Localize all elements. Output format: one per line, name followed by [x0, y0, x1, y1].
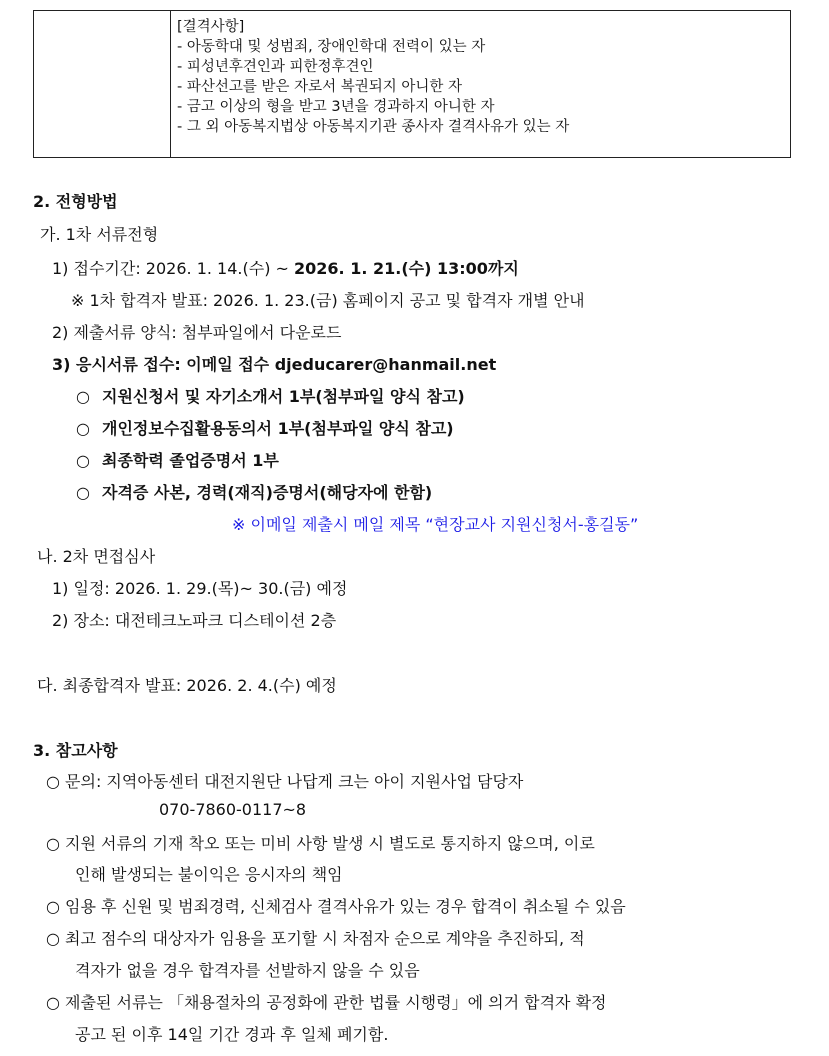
first-round-announcement: ※ 1차 합격자 발표: 2026. 1. 23.(금) 홈페이지 공고 및 합격자 개별 안내 — [71, 291, 585, 310]
table-label-cell — [34, 11, 171, 157]
list-item: ○ 지원신청서 및 자기소개서 1부(첨부파일 양식 참고) — [76, 387, 465, 406]
final-announcement: 다. 최종합격자 발표: 2026. 2. 4.(수) 예정 — [37, 676, 337, 695]
list-item: ○ 임용 후 신원 및 범죄경력, 신체검사 결격사유가 있는 경우 합격이 취소될 수 있음 — [46, 897, 626, 916]
table-header: [결격사항] — [177, 19, 245, 35]
section-title: 3. 참고사항 — [33, 741, 118, 760]
list-item: - 그 외 아동복지법상 아동복지기관 종사자 결격사유가 있는 자 — [177, 119, 570, 135]
list-item: - 아동학대 및 성범죄, 장애인학대 전력이 있는 자 — [177, 39, 486, 55]
list-item: ○ 제출된 서류는 「채용절차의 공정화에 관한 법률 시행령」에 의거 합격자 확정 — [46, 993, 607, 1012]
table-content-cell — [171, 11, 569, 157]
list-item: ○ 지원 서류의 기재 착오 또는 미비 사항 발생 시 별도로 통지하지 않으며, 이로 — [46, 834, 595, 853]
list-item-continued: 인해 발생되는 불이익은 응시자의 책임 — [75, 865, 343, 884]
disqualification-table — [33, 10, 791, 158]
email-subject-note: ※ 이메일 제출시 메일 제목 “현장교사 지원신청서-홍길동” — [232, 515, 639, 534]
list-item: - 금고 이상의 형을 받고 3년을 경과하지 아니한 자 — [177, 99, 495, 115]
list-item: - 피성년후견인과 피한정후견인 — [177, 59, 374, 75]
phone-number: 070-7860-0117~8 — [159, 800, 307, 819]
submission-email: 3) 응시서류 접수: 이메일 접수 djeducarer@hanmail.net — [52, 355, 497, 374]
second-round-heading: 나. 2차 면접심사 — [37, 547, 156, 566]
interview-schedule: 1) 일정: 2026. 1. 29.(목)~ 30.(금) 예정 — [52, 579, 348, 598]
first-round-heading: 가. 1차 서류전형 — [40, 225, 159, 244]
interview-place: 2) 장소: 대전테크노파크 디스테이션 2층 — [52, 611, 337, 630]
inquiry-line: ○ 문의: 지역아동센터 대전지원단 나답게 크는 아이 지원사업 담당자 — [46, 772, 524, 791]
section-title: 2. 전형방법 — [33, 192, 118, 211]
list-item: ○ 자격증 사본, 경력(재직)증명서(해당자에 한함) — [76, 483, 433, 502]
list-item-continued: 공고 된 이후 14일 기간 경과 후 일체 폐기함. — [75, 1025, 389, 1044]
form-download-note: 2) 제출서류 양식: 첨부파일에서 다운로드 — [52, 323, 342, 342]
list-item: ○ 개인정보수집활용동의서 1부(첨부파일 양식 참고) — [76, 419, 454, 438]
list-item: ○ 최고 점수의 대상자가 임용을 포기할 시 차점자 순으로 계약을 추진하되, 적 — [46, 929, 585, 948]
list-item: ○ 최종학력 졸업증명서 1부 — [76, 451, 279, 470]
list-item: - 파산선고를 받은 자로서 복권되지 아니한 자 — [177, 79, 463, 95]
application-period: 1) 접수기간: 2026. 1. 14.(수) ~ 2026. 1. 21.(수) 13:00까지 — [52, 259, 519, 278]
list-item-continued: 격자가 없을 경우 합격자를 선발하지 않을 수 있음 — [75, 961, 420, 980]
